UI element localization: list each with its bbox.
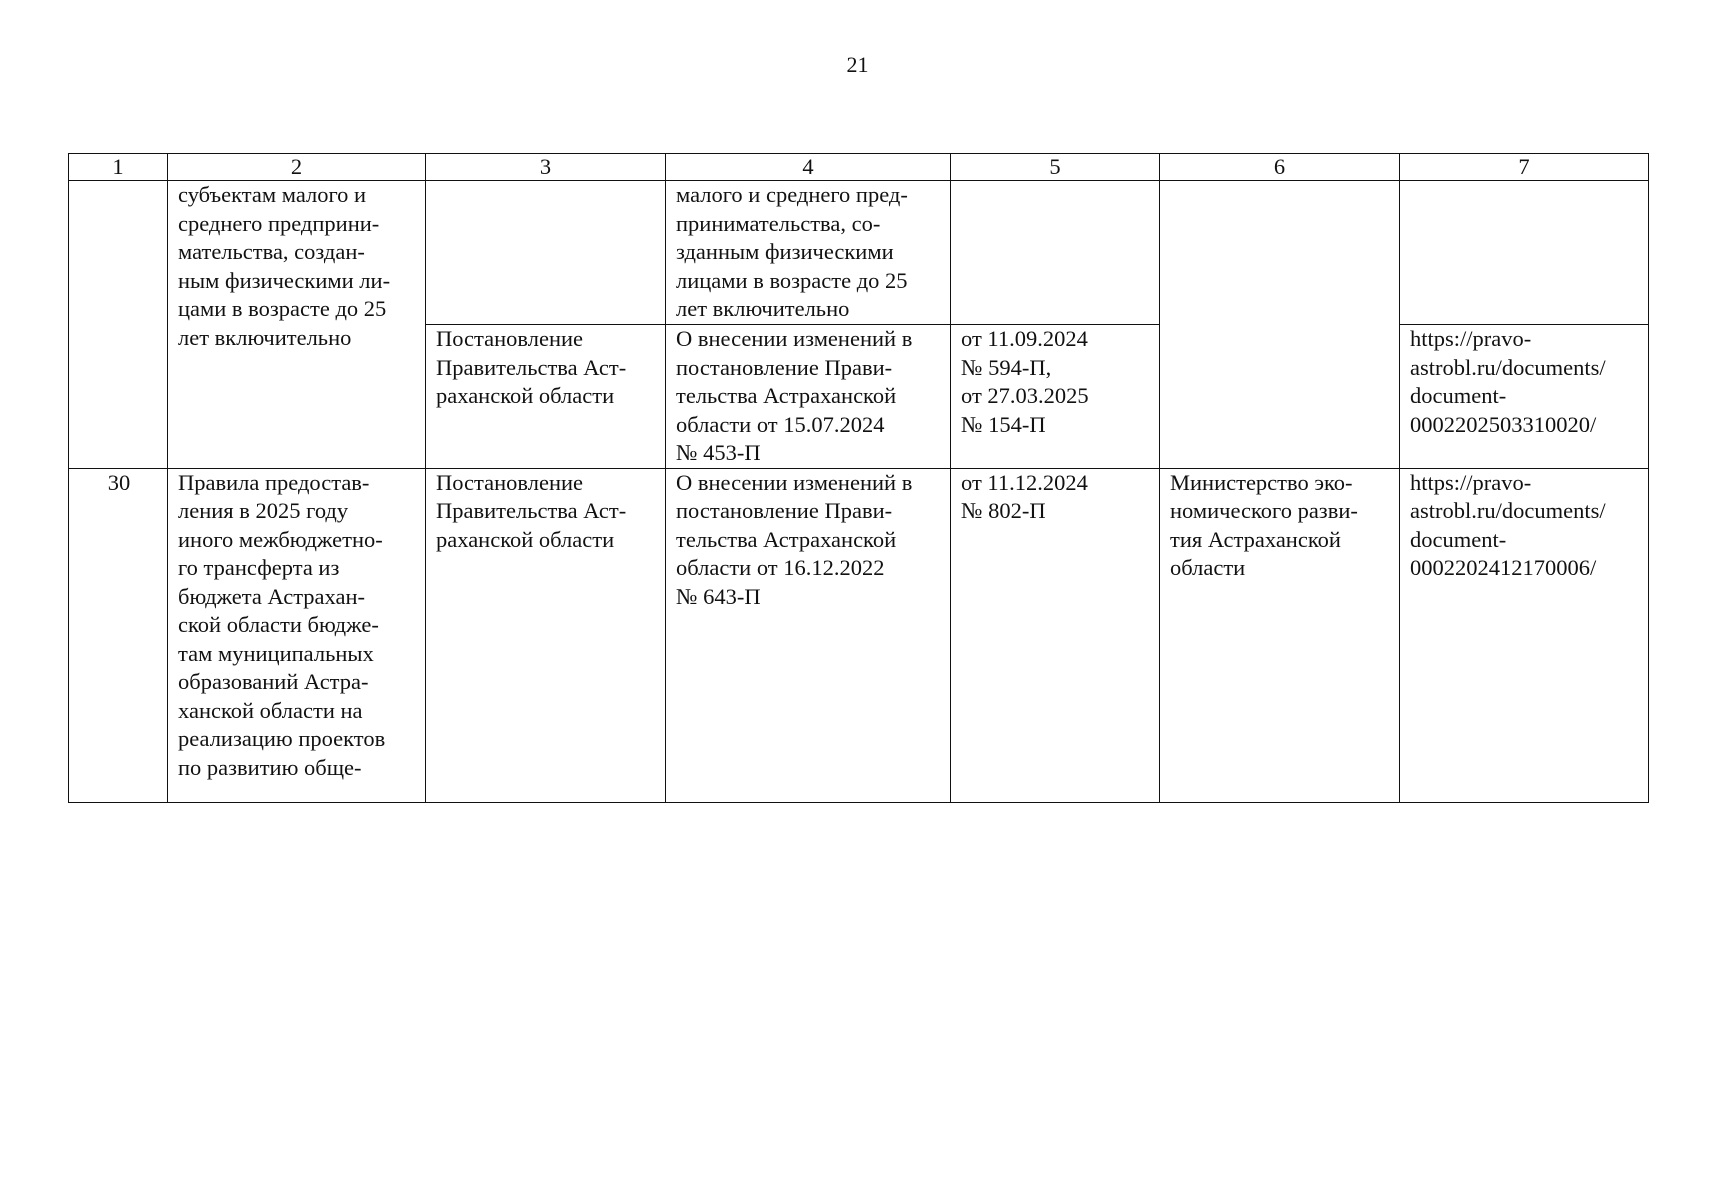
document-date-cell bbox=[951, 181, 1160, 325]
registry-table bbox=[68, 153, 1649, 803]
column-header-3: 3 bbox=[426, 154, 666, 181]
document-type-cell bbox=[426, 181, 666, 325]
document-link-cell[interactable]: https://pravo- astrobl.ru/documents/ document- 0002202412170006/ bbox=[1400, 468, 1649, 802]
column-header-4: 4 bbox=[666, 154, 951, 181]
row-number-cell: 30 bbox=[69, 468, 168, 802]
page-number: 21 bbox=[846, 52, 869, 77]
document-type-cell: Постановление Правительства Аст- раханской области bbox=[426, 325, 666, 469]
ministry-cell bbox=[1160, 181, 1400, 469]
header-row bbox=[69, 154, 1649, 181]
document-date-cell: от 11.12.2024 № 802-П bbox=[951, 468, 1160, 802]
document-link-cell[interactable]: https://pravo- astrobl.ru/documents/ document- 0002202503310020/ bbox=[1400, 325, 1649, 469]
column-header-6: 6 bbox=[1160, 154, 1400, 181]
program-name-cell: Правила предостав- ления в 2025 году иного межбюджетно- го трансферта из бюджета Астрахан- ской области бюдже- там муниципальных образований Астра- ханской области на реализацию проектов по развитию обще- bbox=[168, 468, 426, 802]
table-row bbox=[69, 181, 1649, 325]
table-row bbox=[69, 468, 1649, 802]
document-date-cell: от 11.09.2024 № 594-П, от 27.03.2025 № 154-П bbox=[951, 325, 1160, 469]
ministry-cell: Министерство эко- номического разви- тия Астраханской области bbox=[1160, 468, 1400, 802]
document-type-cell: Постановление Правительства Аст- раханской области bbox=[426, 468, 666, 802]
program-name-cell: субъектам малого и среднего предприни- мательства, создан- ным физическими ли- цами в возрасте до 25 лет включительно bbox=[168, 181, 426, 469]
document-title-cell: О внесении изменений в постановление Прави- тельства Астраханской области от 15.07.2024 № 453-П bbox=[666, 325, 951, 469]
column-header-7: 7 bbox=[1400, 154, 1649, 181]
column-header-5: 5 bbox=[951, 154, 1160, 181]
document-title-cell: О внесении изменений в постановление Прави- тельства Астраханской области от 16.12.2022 № 643-П bbox=[666, 468, 951, 802]
column-header-1: 1 bbox=[69, 154, 168, 181]
column-header-2: 2 bbox=[168, 154, 426, 181]
document-link-cell bbox=[1400, 181, 1649, 325]
row-number-cell bbox=[69, 181, 168, 469]
document-title-cell: малого и среднего пред- принимательства, со- зданным физическими лицами в возрасте до 25 лет включительно bbox=[666, 181, 951, 325]
